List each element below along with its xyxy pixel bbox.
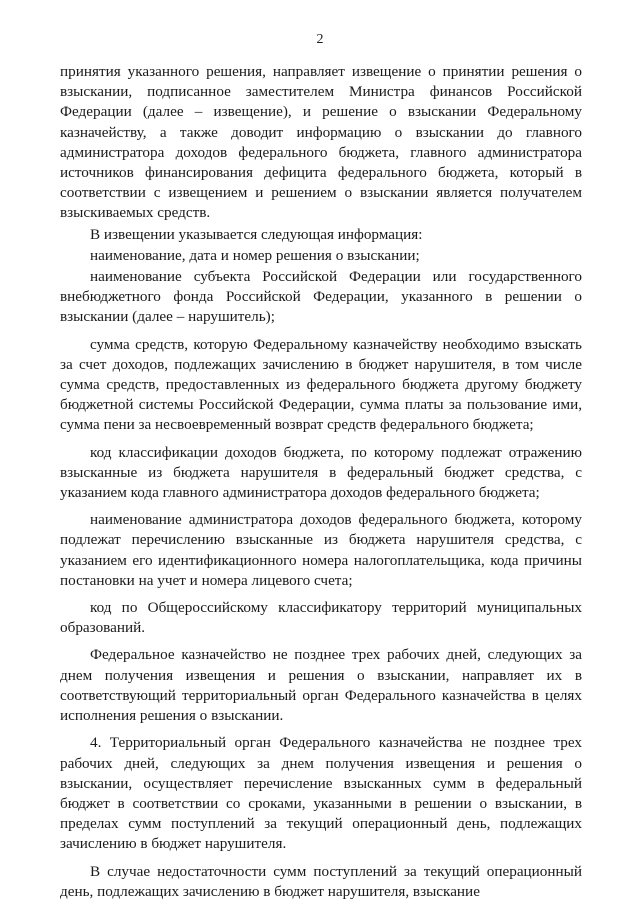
paragraph-1: принятия указанного решения, направляет извещение о принятии решения о взыскании, подписанное заместителем Министра финансов Российской Федерации (далее – извещение), и решение о взыскании Федеральному казначейству, а также доводит информацию о взыскании до главного администратора доходов федерального бюджета, главного администратора источников финансирования дефицита федерального бюджета, который в соответствии с извещением и решением о взыскании является получателем взыскиваемых средств. (60, 63, 582, 222)
page-number: 2 (316, 32, 324, 47)
paragraph-3: наименование, дата и номер решения о взыскании; (90, 246, 420, 264)
paragraph-7: наименование администратора доходов федерального бюджета, которому подлежат перечислению взысканные из бюджета нарушителя средства, с указанием его идентификационного номера налогоплательщика, кода причины постановки на учет и номера лицевого счета; (60, 511, 582, 589)
paragraph-10: 4. Территориальный орган Федерального казначейства не позднее трех рабочих дней, следующих за днем получения извещения и решения о взыскании, осуществляет перечисление взысканных сумм в федеральный бюджет в соответствии со сроками, указанными в решении о взыскании, в пределах сумм поступлений за текущий операционный день, подлежащих зачислению в бюджет нарушителя. (60, 734, 582, 853)
paragraph-6: код классификации доходов бюджета, по которому подлежат отражению взысканные из бюджета нарушителя в федеральный бюджет средства, с указанием кода главного администратора доходов федерального бюджета; (60, 443, 582, 502)
paragraph-11: В случае недостаточности сумм поступлений за текущий операционный день, подлежащих зачислению в бюджет нарушителя, взыскание (60, 862, 582, 900)
paragraph-8: код по Общероссийскому классификатору территорий муниципальных образований. (60, 599, 582, 637)
document-body (60, 62, 582, 902)
paragraph-9: Федеральное казначейство не позднее трех рабочих дней, следующих за днем получения извещения и решения о взыскании, направляет их в соответствующий территориальный орган Федерального казначейства в целях исполнения решения о взыскании. (60, 646, 582, 725)
paragraph-5: сумма средств, которую Федеральному казначейству необходимо взыскать за счет доходов, подлежащих зачислению в бюджет нарушителя, в том числе сумма средств, предоставленных из федерального бюджета другому бюджету бюджетной системы Российской Федерации, сумма платы за пользование ими, сумма пени за несвоевременный возврат средств федерального бюджета; (60, 335, 582, 434)
paragraph-4: наименование субъекта Российской Федерации или государственного внебюджетного фонда Российской Федерации, указанного в решении о взыскании (далее – нарушитель); (60, 268, 582, 326)
paragraph-2: В извещении указывается следующая информация: (90, 225, 423, 243)
